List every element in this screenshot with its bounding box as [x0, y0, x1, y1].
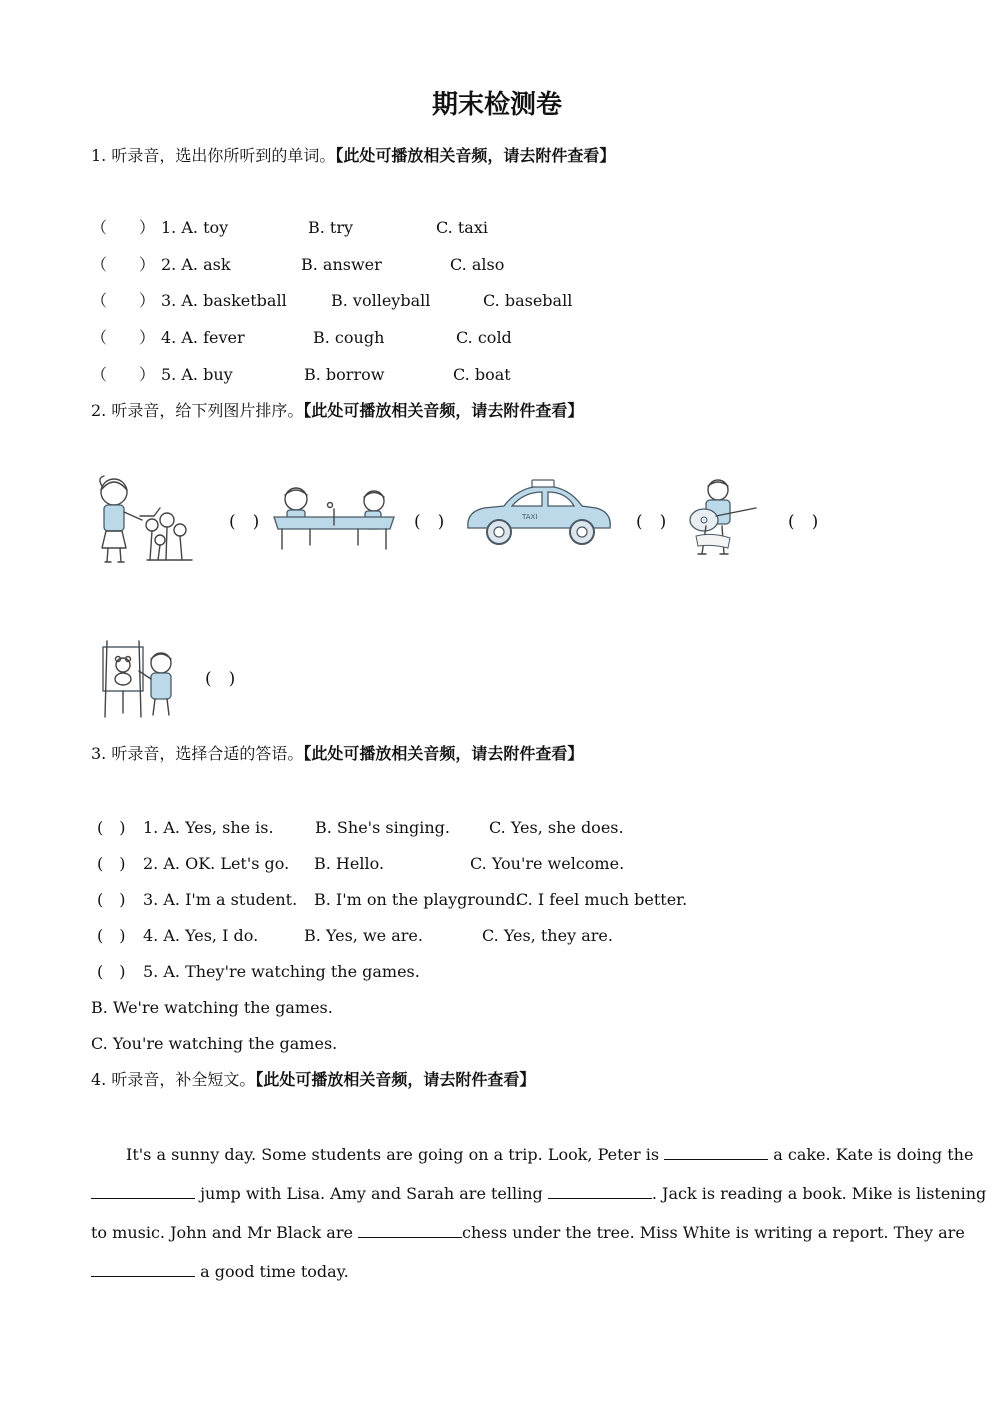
answer-paren[interactable]: （ ） — [91, 218, 156, 237]
taxi-image — [464, 478, 614, 550]
option-a: 4. A. fever — [161, 328, 245, 347]
option-c: C. boat — [453, 365, 511, 384]
section4-audio-note[interactable]: 【此处可播放相关音频，请去附件查看】 — [255, 1070, 536, 1089]
option-b: B. Hello. — [314, 854, 385, 873]
fill-blank[interactable] — [548, 1184, 652, 1199]
kids-playing-ping-pong-image — [270, 485, 400, 555]
option-a: 1. A. Yes, she is. — [143, 818, 274, 837]
option-a: 5. A. buy — [161, 365, 233, 384]
section3-question — [97, 820, 797, 840]
option-b: B. cough — [313, 328, 385, 347]
section1-question — [91, 330, 791, 350]
option-c: C. cold — [456, 328, 512, 347]
option-c: C. I feel much better. — [516, 890, 688, 909]
option-b: B. We're watching the games. — [91, 998, 333, 1017]
answer-paren[interactable]: （ ） — [91, 255, 156, 274]
section3-question — [97, 856, 797, 876]
section1-question — [91, 257, 791, 277]
passage-text: a good time today. — [195, 1262, 349, 1281]
option-a: 2. A. OK. Let's go. — [143, 854, 290, 873]
option-c: C. taxi — [436, 218, 488, 237]
section2-heading — [91, 403, 583, 419]
section3-question — [97, 964, 797, 984]
option-b: B. try — [308, 218, 354, 237]
passage-text: . Jack is reading a book. Mike is listening — [651, 1184, 987, 1203]
passage-text: a cake. Kate is doing the — [768, 1145, 974, 1164]
passage-line — [91, 1262, 349, 1280]
section4-heading — [91, 1072, 535, 1088]
option-c: C. Yes, they are. — [482, 926, 613, 945]
option-a: 3. A. I'm a student. — [143, 890, 298, 909]
option-b: B. borrow — [304, 365, 385, 384]
passage-text: It's a sunny day. Some students are going on a trip. Look, Peter is — [126, 1145, 665, 1164]
fill-blank[interactable] — [358, 1223, 462, 1238]
girl-watering-flowers-image — [92, 470, 200, 570]
option-b: B. Yes, we are. — [304, 926, 423, 945]
section1-question — [91, 367, 791, 387]
section3-heading-text: 3. 听录音，选择合适的答语。 — [91, 744, 304, 763]
page-title: 期末检测卷 — [432, 90, 563, 120]
answer-paren[interactable]: （ ） — [91, 291, 156, 310]
option-c: C. also — [450, 255, 505, 274]
answer-paren[interactable]: ( ) — [97, 890, 126, 909]
section2-audio-note[interactable]: 【此处可播放相关音频，请去附件查看】 — [303, 401, 584, 420]
passage-text: to music. John and Mr Black are — [91, 1223, 359, 1242]
option-b: B. She's singing. — [315, 818, 450, 837]
section1-heading-text: 1. 听录音，选出你所听到的单词。 — [91, 146, 336, 165]
section2-heading-text: 2. 听录音，给下列图片排序。 — [91, 401, 304, 420]
section1-question — [91, 220, 791, 240]
passage-line — [91, 1184, 986, 1202]
option-b: B. I'm on the playground. — [314, 890, 521, 909]
section3-question — [97, 928, 797, 948]
option-b: B. answer — [301, 255, 382, 274]
section4-heading-text: 4. 听录音，补全短文。 — [91, 1070, 256, 1089]
option-c: C. baseball — [483, 291, 573, 310]
answer-paren[interactable]: （ ） — [91, 328, 156, 347]
section1-audio-note[interactable]: 【此处可播放相关音频，请去附件查看】 — [335, 146, 616, 165]
passage-line — [126, 1145, 973, 1163]
section1-question — [91, 293, 791, 313]
option-a: 2. A. ask — [161, 255, 231, 274]
picture-order-bracket[interactable]: ( ) — [414, 512, 445, 532]
option-c: C. You're welcome. — [470, 854, 625, 873]
option-b: B. volleyball — [331, 291, 431, 310]
fill-blank[interactable] — [664, 1145, 768, 1160]
fill-blank[interactable] — [91, 1262, 195, 1277]
taxi-sign: TAXI — [522, 513, 538, 521]
picture-order-bracket[interactable]: ( ) — [205, 669, 236, 689]
passage-line — [91, 1223, 965, 1241]
boy-playing-guitar-image — [686, 476, 760, 564]
option-c: C. Yes, she does. — [489, 818, 624, 837]
option-a: 1. A. toy — [161, 218, 229, 237]
option-a: 3. A. basketball — [161, 291, 287, 310]
girl-painting-easel-image — [99, 637, 181, 721]
section3-question — [97, 892, 797, 912]
answer-paren[interactable]: ( ) — [97, 962, 126, 981]
passage-text: jump with Lisa. Amy and Sarah are telling — [195, 1184, 548, 1203]
section3-heading — [91, 746, 583, 762]
section3-audio-note[interactable]: 【此处可播放相关音频，请去附件查看】 — [303, 744, 584, 763]
answer-paren[interactable]: ( ) — [97, 926, 126, 945]
picture-order-bracket[interactable]: ( ) — [788, 512, 819, 532]
option-c: C. You're watching the games. — [91, 1034, 338, 1053]
option-a: 5. A. They're watching the games. — [143, 962, 420, 981]
picture-order-bracket[interactable]: ( ) — [229, 512, 260, 532]
answer-paren[interactable]: ( ) — [97, 818, 126, 837]
fill-blank[interactable] — [91, 1184, 195, 1199]
option-a: 4. A. Yes, I do. — [143, 926, 259, 945]
section1-heading — [91, 148, 615, 164]
answer-paren[interactable]: （ ） — [91, 365, 156, 384]
picture-order-bracket[interactable]: ( ) — [636, 512, 667, 532]
answer-paren[interactable]: ( ) — [97, 854, 126, 873]
passage-text: chess under the tree. Miss White is writing a report. They are — [462, 1223, 965, 1242]
